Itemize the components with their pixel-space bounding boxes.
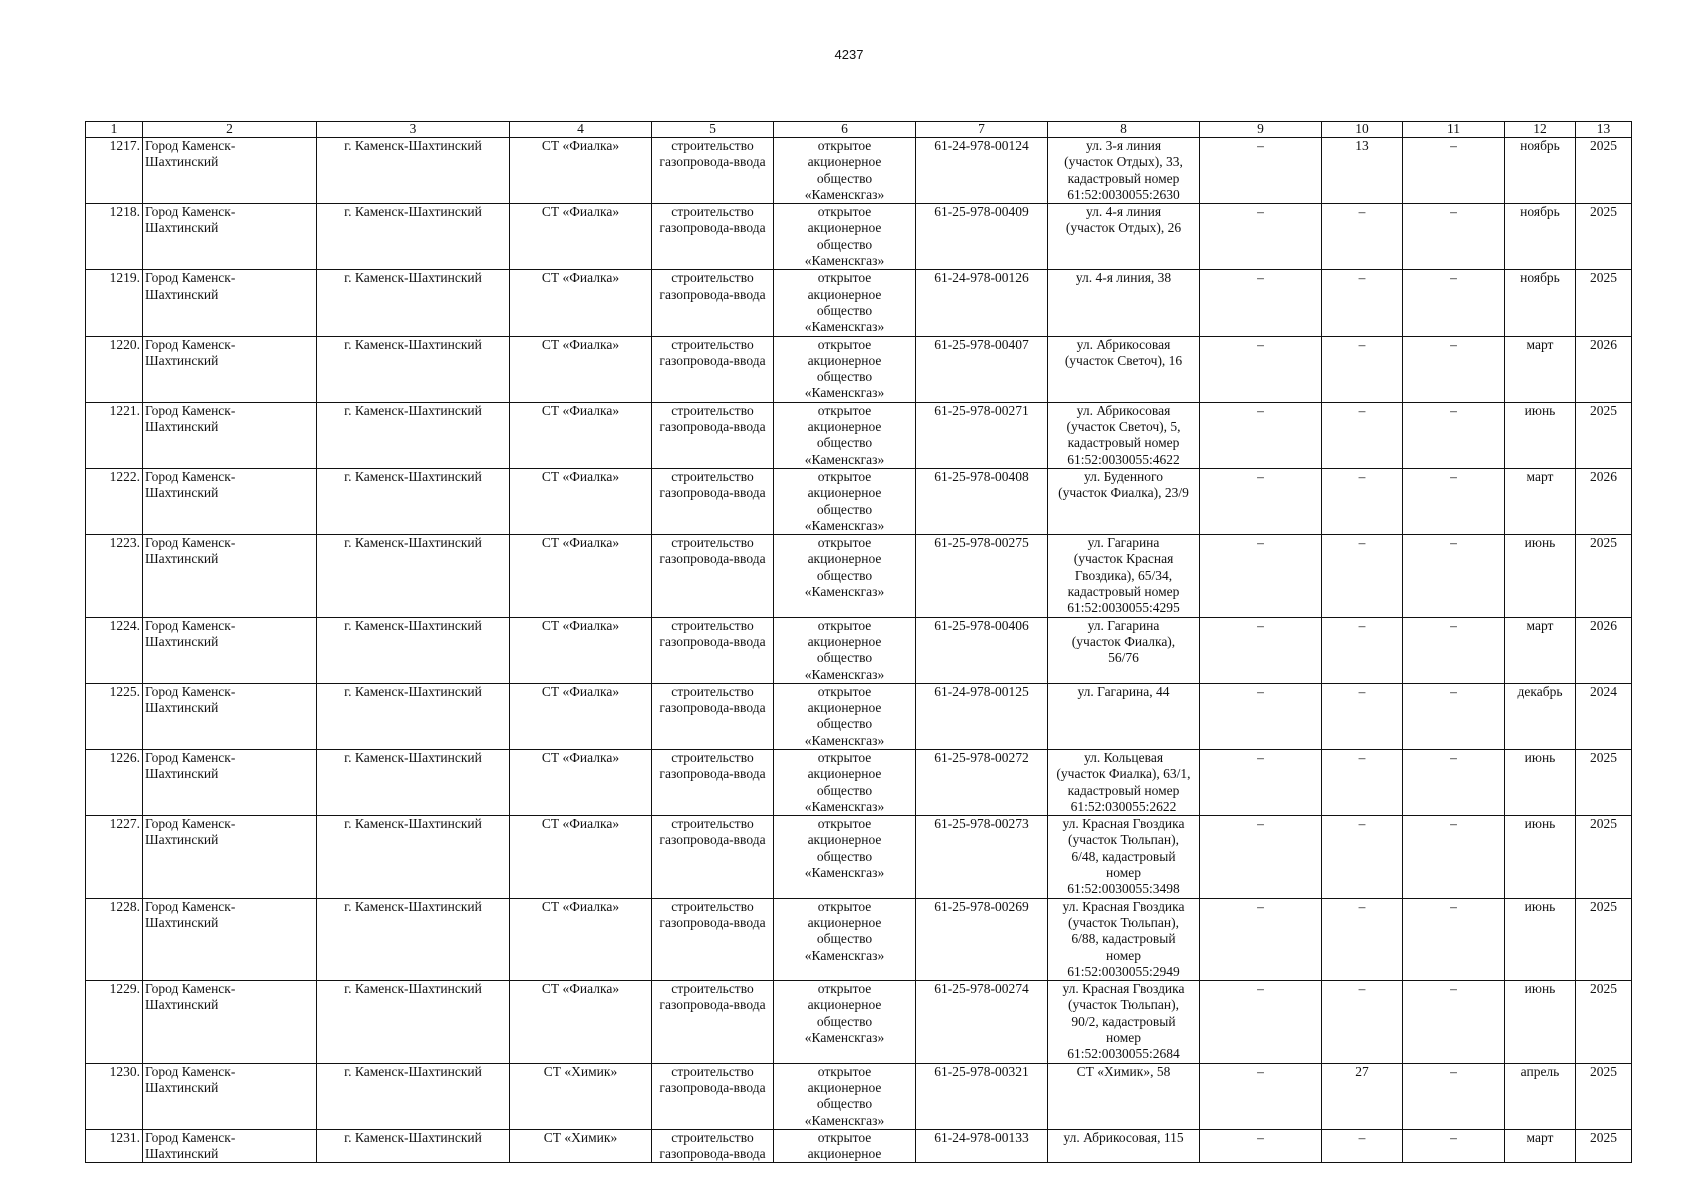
work-type-cell: строительство газопровода-ввода xyxy=(652,336,774,402)
application-number-cell: 61-25-978-00406 xyxy=(916,617,1048,683)
row-number-cell: 1228. xyxy=(86,898,143,980)
value-9-cell: – xyxy=(1200,981,1322,1063)
row-number-cell: 1218. xyxy=(86,204,143,270)
garden-partnership-cell: СТ «Фиалка» xyxy=(510,535,652,617)
municipality-cell: Город Каменск- Шахтинский xyxy=(143,749,317,815)
value-10-cell: – xyxy=(1322,204,1403,270)
settlement-cell: г. Каменск-Шахтинский xyxy=(317,535,510,617)
address-cell: ул. Красная Гвоздика (участок Тюльпан), 6/48, кадастровый номер 61:52:0030055:3498 xyxy=(1048,816,1200,898)
table-row xyxy=(86,617,1632,683)
month-cell: декабрь xyxy=(1505,683,1576,749)
application-number-cell: 61-25-978-00408 xyxy=(916,468,1048,534)
municipality-cell: Город Каменск- Шахтинский xyxy=(143,204,317,270)
table-row xyxy=(86,468,1632,534)
month-cell: апрель xyxy=(1505,1063,1576,1129)
organization-cell: открытое акционерное общество «Каменскгаз» xyxy=(774,617,916,683)
garden-partnership-cell: СТ «Фиалка» xyxy=(510,468,652,534)
column-header: 1 xyxy=(86,122,143,138)
garden-partnership-cell: СТ «Фиалка» xyxy=(510,270,652,336)
month-cell: июнь xyxy=(1505,535,1576,617)
column-header: 3 xyxy=(317,122,510,138)
address-cell: ул. Абрикосовая, 115 xyxy=(1048,1129,1200,1163)
value-11-cell: – xyxy=(1403,468,1505,534)
year-cell: 2026 xyxy=(1576,336,1632,402)
organization-cell: открытое акционерное xyxy=(774,1129,916,1163)
municipality-cell: Город Каменск- Шахтинский xyxy=(143,336,317,402)
table-row xyxy=(86,981,1632,1063)
year-cell: 2025 xyxy=(1576,816,1632,898)
settlement-cell: г. Каменск-Шахтинский xyxy=(317,816,510,898)
table-row xyxy=(86,402,1632,468)
table-row xyxy=(86,138,1632,204)
application-number-cell: 61-25-978-00407 xyxy=(916,336,1048,402)
application-number-cell: 61-25-978-00273 xyxy=(916,816,1048,898)
municipality-cell: Город Каменск- Шахтинский xyxy=(143,468,317,534)
address-cell: ул. Гагарина, 44 xyxy=(1048,683,1200,749)
organization-cell: открытое акционерное общество «Каменскгаз» xyxy=(774,204,916,270)
month-cell: ноябрь xyxy=(1505,204,1576,270)
row-number-cell: 1222. xyxy=(86,468,143,534)
row-number-cell: 1224. xyxy=(86,617,143,683)
month-cell: март xyxy=(1505,1129,1576,1163)
address-cell: СТ «Химик», 58 xyxy=(1048,1063,1200,1129)
row-number-cell: 1217. xyxy=(86,138,143,204)
garden-partnership-cell: СТ «Фиалка» xyxy=(510,617,652,683)
settlement-cell: г. Каменск-Шахтинский xyxy=(317,749,510,815)
work-type-cell: строительство газопровода-ввода xyxy=(652,1063,774,1129)
municipality-cell: Город Каменск- Шахтинский xyxy=(143,402,317,468)
value-10-cell: – xyxy=(1322,336,1403,402)
organization-cell: открытое акционерное общество «Каменскгаз» xyxy=(774,535,916,617)
month-cell: март xyxy=(1505,468,1576,534)
table-row xyxy=(86,1129,1632,1163)
column-header: 2 xyxy=(143,122,317,138)
value-9-cell: – xyxy=(1200,683,1322,749)
work-type-cell: строительство газопровода-ввода xyxy=(652,617,774,683)
month-cell: июнь xyxy=(1505,816,1576,898)
settlement-cell: г. Каменск-Шахтинский xyxy=(317,683,510,749)
value-11-cell: – xyxy=(1403,981,1505,1063)
year-cell: 2024 xyxy=(1576,683,1632,749)
column-header: 5 xyxy=(652,122,774,138)
address-cell: ул. 4-я линия, 38 xyxy=(1048,270,1200,336)
work-type-cell: строительство газопровода-ввода xyxy=(652,1129,774,1163)
organization-cell: открытое акционерное общество «Каменскгаз» xyxy=(774,816,916,898)
value-9-cell: – xyxy=(1200,336,1322,402)
year-cell: 2025 xyxy=(1576,204,1632,270)
work-type-cell: строительство газопровода-ввода xyxy=(652,816,774,898)
year-cell: 2025 xyxy=(1576,402,1632,468)
organization-cell: открытое акционерное общество «Каменскгаз» xyxy=(774,270,916,336)
application-number-cell: 61-24-978-00124 xyxy=(916,138,1048,204)
value-9-cell: – xyxy=(1200,898,1322,980)
month-cell: ноябрь xyxy=(1505,138,1576,204)
row-number-cell: 1225. xyxy=(86,683,143,749)
application-number-cell: 61-25-978-00275 xyxy=(916,535,1048,617)
year-cell: 2026 xyxy=(1576,617,1632,683)
value-10-cell: 27 xyxy=(1322,1063,1403,1129)
value-10-cell: – xyxy=(1322,535,1403,617)
row-number-cell: 1220. xyxy=(86,336,143,402)
municipality-cell: Город Каменск- Шахтинский xyxy=(143,898,317,980)
application-number-cell: 61-24-978-00126 xyxy=(916,270,1048,336)
year-cell: 2025 xyxy=(1576,1063,1632,1129)
municipality-cell: Город Каменск- Шахтинский xyxy=(143,683,317,749)
value-9-cell: – xyxy=(1200,270,1322,336)
application-number-cell: 61-25-978-00271 xyxy=(916,402,1048,468)
value-10-cell: – xyxy=(1322,749,1403,815)
work-type-cell: строительство газопровода-ввода xyxy=(652,270,774,336)
month-cell: июнь xyxy=(1505,402,1576,468)
column-header: 6 xyxy=(774,122,916,138)
month-cell: март xyxy=(1505,336,1576,402)
month-cell: март xyxy=(1505,617,1576,683)
value-9-cell: – xyxy=(1200,138,1322,204)
table-row xyxy=(86,1063,1632,1129)
municipality-cell: Город Каменск- Шахтинский xyxy=(143,270,317,336)
year-cell: 2025 xyxy=(1576,981,1632,1063)
value-10-cell: – xyxy=(1322,981,1403,1063)
application-number-cell: 61-25-978-00409 xyxy=(916,204,1048,270)
settlement-cell: г. Каменск-Шахтинский xyxy=(317,898,510,980)
year-cell: 2025 xyxy=(1576,138,1632,204)
column-header: 7 xyxy=(916,122,1048,138)
value-10-cell: – xyxy=(1322,1129,1403,1163)
value-11-cell: – xyxy=(1403,204,1505,270)
value-9-cell: – xyxy=(1200,816,1322,898)
organization-cell: открытое акционерное общество «Каменскгаз» xyxy=(774,468,916,534)
value-10-cell: – xyxy=(1322,683,1403,749)
value-9-cell: – xyxy=(1200,1129,1322,1163)
column-header: 8 xyxy=(1048,122,1200,138)
row-number-cell: 1223. xyxy=(86,535,143,617)
work-type-cell: строительство газопровода-ввода xyxy=(652,683,774,749)
address-cell: ул. 3-я линия (участок Отдых), 33, кадастровый номер 61:52:0030055:2630 xyxy=(1048,138,1200,204)
year-cell: 2025 xyxy=(1576,749,1632,815)
row-number-cell: 1229. xyxy=(86,981,143,1063)
table-body xyxy=(86,138,1632,1163)
organization-cell: открытое акционерное общество «Каменскгаз» xyxy=(774,336,916,402)
settlement-cell: г. Каменск-Шахтинский xyxy=(317,336,510,402)
municipality-cell: Город Каменск- Шахтинский xyxy=(143,138,317,204)
value-11-cell: – xyxy=(1403,336,1505,402)
settlement-cell: г. Каменск-Шахтинский xyxy=(317,617,510,683)
settlement-cell: г. Каменск-Шахтинский xyxy=(317,270,510,336)
garden-partnership-cell: СТ «Химик» xyxy=(510,1063,652,1129)
garden-partnership-cell: СТ «Фиалка» xyxy=(510,816,652,898)
column-header: 9 xyxy=(1200,122,1322,138)
settlement-cell: г. Каменск-Шахтинский xyxy=(317,468,510,534)
value-10-cell: 13 xyxy=(1322,138,1403,204)
address-cell: ул. Буденного (участок Фиалка), 23/9 xyxy=(1048,468,1200,534)
municipality-cell: Город Каменск- Шахтинский xyxy=(143,1129,317,1163)
value-10-cell: – xyxy=(1322,270,1403,336)
municipality-cell: Город Каменск- Шахтинский xyxy=(143,1063,317,1129)
value-10-cell: – xyxy=(1322,816,1403,898)
year-cell: 2025 xyxy=(1576,1129,1632,1163)
settlement-cell: г. Каменск-Шахтинский xyxy=(317,402,510,468)
column-header: 13 xyxy=(1576,122,1632,138)
value-9-cell: – xyxy=(1200,749,1322,815)
settlement-cell: г. Каменск-Шахтинский xyxy=(317,204,510,270)
row-number-cell: 1231. xyxy=(86,1129,143,1163)
value-11-cell: – xyxy=(1403,898,1505,980)
month-cell: ноябрь xyxy=(1505,270,1576,336)
municipality-cell: Город Каменск- Шахтинский xyxy=(143,981,317,1063)
organization-cell: открытое акционерное общество «Каменскгаз» xyxy=(774,898,916,980)
table-row xyxy=(86,204,1632,270)
value-11-cell: – xyxy=(1403,617,1505,683)
row-number-cell: 1230. xyxy=(86,1063,143,1129)
year-cell: 2026 xyxy=(1576,468,1632,534)
value-10-cell: – xyxy=(1322,898,1403,980)
address-cell: ул. Кольцевая (участок Фиалка), 63/1, кадастровый номер 61:52:030055:2622 xyxy=(1048,749,1200,815)
work-type-cell: строительство газопровода-ввода xyxy=(652,204,774,270)
value-9-cell: – xyxy=(1200,468,1322,534)
garden-partnership-cell: СТ «Фиалка» xyxy=(510,402,652,468)
application-number-cell: 61-25-978-00269 xyxy=(916,898,1048,980)
value-11-cell: – xyxy=(1403,816,1505,898)
work-type-cell: строительство газопровода-ввода xyxy=(652,535,774,617)
value-11-cell: – xyxy=(1403,535,1505,617)
application-number-cell: 61-24-978-00133 xyxy=(916,1129,1048,1163)
value-9-cell: – xyxy=(1200,1063,1322,1129)
application-number-cell: 61-25-978-00272 xyxy=(916,749,1048,815)
row-number-cell: 1219. xyxy=(86,270,143,336)
column-number-row xyxy=(86,122,1632,138)
value-11-cell: – xyxy=(1403,749,1505,815)
value-11-cell: – xyxy=(1403,683,1505,749)
table-row xyxy=(86,336,1632,402)
value-9-cell: – xyxy=(1200,204,1322,270)
column-header: 4 xyxy=(510,122,652,138)
value-9-cell: – xyxy=(1200,535,1322,617)
table-row xyxy=(86,749,1632,815)
year-cell: 2025 xyxy=(1576,270,1632,336)
registry-table xyxy=(85,121,1632,1163)
garden-partnership-cell: СТ «Фиалка» xyxy=(510,204,652,270)
work-type-cell: строительство газопровода-ввода xyxy=(652,138,774,204)
value-10-cell: – xyxy=(1322,402,1403,468)
garden-partnership-cell: СТ «Фиалка» xyxy=(510,336,652,402)
organization-cell: открытое акционерное общество «Каменскгаз» xyxy=(774,981,916,1063)
application-number-cell: 61-25-978-00321 xyxy=(916,1063,1048,1129)
table-row xyxy=(86,898,1632,980)
row-number-cell: 1226. xyxy=(86,749,143,815)
garden-partnership-cell: СТ «Фиалка» xyxy=(510,749,652,815)
month-cell: июнь xyxy=(1505,981,1576,1063)
settlement-cell: г. Каменск-Шахтинский xyxy=(317,1129,510,1163)
organization-cell: открытое акционерное общество «Каменскгаз» xyxy=(774,749,916,815)
row-number-cell: 1221. xyxy=(86,402,143,468)
year-cell: 2025 xyxy=(1576,535,1632,617)
organization-cell: открытое акционерное общество «Каменскгаз» xyxy=(774,1063,916,1129)
month-cell: июнь xyxy=(1505,749,1576,815)
application-number-cell: 61-24-978-00125 xyxy=(916,683,1048,749)
municipality-cell: Город Каменск- Шахтинский xyxy=(143,816,317,898)
address-cell: ул. 4-я линия (участок Отдых), 26 xyxy=(1048,204,1200,270)
value-9-cell: – xyxy=(1200,402,1322,468)
address-cell: ул. Гагарина (участок Фиалка), 56/76 xyxy=(1048,617,1200,683)
value-11-cell: – xyxy=(1403,1063,1505,1129)
work-type-cell: строительство газопровода-ввода xyxy=(652,749,774,815)
garden-partnership-cell: СТ «Фиалка» xyxy=(510,981,652,1063)
column-header: 10 xyxy=(1322,122,1403,138)
municipality-cell: Город Каменск- Шахтинский xyxy=(143,535,317,617)
column-header: 11 xyxy=(1403,122,1505,138)
value-11-cell: – xyxy=(1403,402,1505,468)
month-cell: июнь xyxy=(1505,898,1576,980)
settlement-cell: г. Каменск-Шахтинский xyxy=(317,1063,510,1129)
value-11-cell: – xyxy=(1403,138,1505,204)
municipality-cell: Город Каменск- Шахтинский xyxy=(143,617,317,683)
work-type-cell: строительство газопровода-ввода xyxy=(652,981,774,1063)
organization-cell: открытое акционерное общество «Каменскгаз» xyxy=(774,138,916,204)
garden-partnership-cell: СТ «Фиалка» xyxy=(510,138,652,204)
value-11-cell: – xyxy=(1403,1129,1505,1163)
row-number-cell: 1227. xyxy=(86,816,143,898)
value-10-cell: – xyxy=(1322,468,1403,534)
organization-cell: открытое акционерное общество «Каменскгаз» xyxy=(774,402,916,468)
application-number-cell: 61-25-978-00274 xyxy=(916,981,1048,1063)
table-row xyxy=(86,683,1632,749)
settlement-cell: г. Каменск-Шахтинский xyxy=(317,138,510,204)
value-11-cell: – xyxy=(1403,270,1505,336)
work-type-cell: строительство газопровода-ввода xyxy=(652,468,774,534)
value-10-cell: – xyxy=(1322,617,1403,683)
address-cell: ул. Красная Гвоздика (участок Тюльпан), 90/2, кадастровый номер 61:52:0030055:2684 xyxy=(1048,981,1200,1063)
address-cell: ул. Абрикосовая (участок Светоч), 5, кадастровый номер 61:52:0030055:4622 xyxy=(1048,402,1200,468)
column-header: 12 xyxy=(1505,122,1576,138)
table-row xyxy=(86,535,1632,617)
work-type-cell: строительство газопровода-ввода xyxy=(652,402,774,468)
page-number: 4237 xyxy=(834,47,864,62)
table-row xyxy=(86,816,1632,898)
work-type-cell: строительство газопровода-ввода xyxy=(652,898,774,980)
settlement-cell: г. Каменск-Шахтинский xyxy=(317,981,510,1063)
garden-partnership-cell: СТ «Фиалка» xyxy=(510,898,652,980)
address-cell: ул. Гагарина (участок Красная Гвоздика), 65/34, кадастровый номер 61:52:0030055:4295 xyxy=(1048,535,1200,617)
organization-cell: открытое акционерное общество «Каменскгаз» xyxy=(774,683,916,749)
value-9-cell: – xyxy=(1200,617,1322,683)
address-cell: ул. Красная Гвоздика (участок Тюльпан), 6/88, кадастровый номер 61:52:0030055:2949 xyxy=(1048,898,1200,980)
address-cell: ул. Абрикосовая (участок Светоч), 16 xyxy=(1048,336,1200,402)
table-row xyxy=(86,270,1632,336)
garden-partnership-cell: СТ «Химик» xyxy=(510,1129,652,1163)
year-cell: 2025 xyxy=(1576,898,1632,980)
garden-partnership-cell: СТ «Фиалка» xyxy=(510,683,652,749)
